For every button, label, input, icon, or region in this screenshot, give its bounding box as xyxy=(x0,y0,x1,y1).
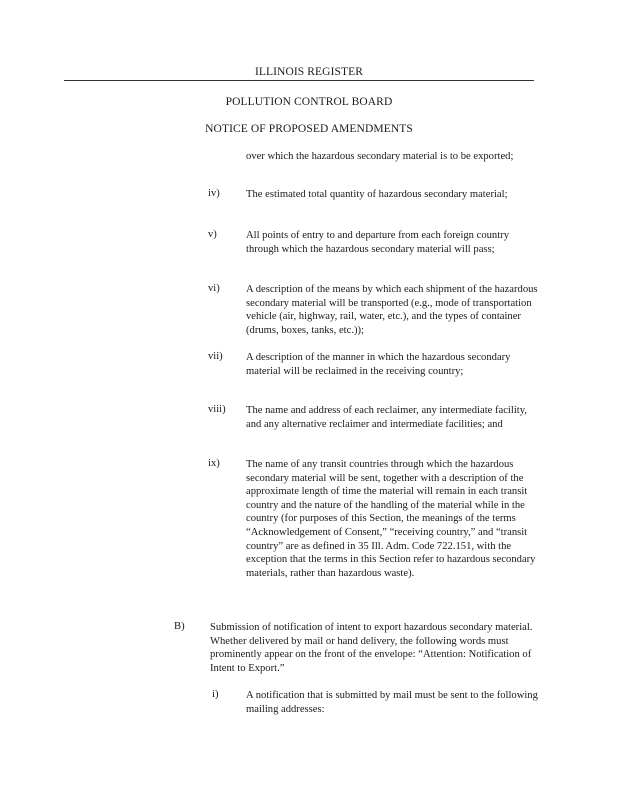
item-label: iv) xyxy=(208,188,220,199)
item-text: A description of the manner in which the hazardous secondary material will be reclaimed in the receiving country; xyxy=(246,352,511,377)
sub-item-label: i) xyxy=(212,689,219,700)
item-text: The estimated total quantity of hazardous secondary material; xyxy=(246,189,508,200)
register-title: ILLINOIS REGISTER xyxy=(254,66,364,78)
sub-item-text: A notification that is submitted by mail must be sent to the following mailing addresses: xyxy=(246,690,538,715)
agency-title: POLLUTION CONTROL BOARD xyxy=(225,96,393,108)
item-label: viii) xyxy=(208,404,226,415)
item-text: All points of entry to and departure from each foreign country through which the hazardous secondary material will pass; xyxy=(246,230,509,255)
notice-title: NOTICE OF PROPOSED AMENDMENTS xyxy=(205,123,413,135)
item-label: ix) xyxy=(208,458,220,469)
item-text: The name of any transit countries through which the hazardous secondary material will be sent, together with a description of the approximate length of time the material will remain in each transit country and the nature of the handling of the material while in the country (for purposes of this Section, the meanings of the terms “Acknowledgement of Consent,” “receiving country,” and “transit country” are as defined in 35 Ill. Adm. Code 722.151, with the exception that the terms in this Section refer to hazardous secondary materials, rather than hazardous waste). xyxy=(246,459,536,579)
item-text: A description of the means by which each shipment of the hazardous secondary material will be transported (e.g., mode of transportation vehicle (air, highway, rail, water, etc.), and the types of container (drums, boxes, tanks, etc.)); xyxy=(246,284,538,336)
header-rule xyxy=(64,80,534,81)
section-b-text: Submission of notification of intent to export hazardous secondary material. Whether delivered by mail or hand delivery, the following words must prominently appear on the front of the envelope: “Attention: Notification of Intent to Export.” xyxy=(210,622,533,674)
section-b-label: B) xyxy=(174,621,185,632)
item-label: v) xyxy=(208,229,217,240)
item-label: vi) xyxy=(208,283,220,294)
item-text: The name and address of each reclaimer, any intermediate facility, and any alternative reclaimer and intermediate facilities; and xyxy=(246,405,527,430)
continuation-text: over which the hazardous secondary material is to be exported; xyxy=(246,151,514,162)
item-label: vii) xyxy=(208,351,223,362)
